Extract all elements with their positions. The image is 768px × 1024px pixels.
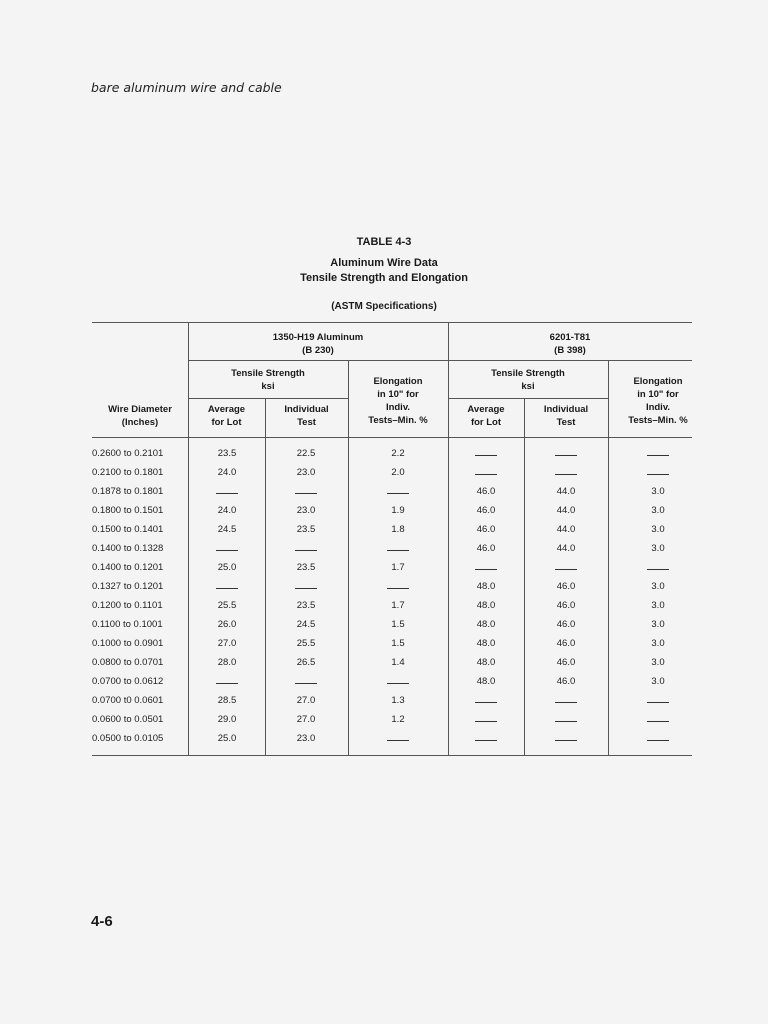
tensile-header-1 (188, 367, 348, 393)
individual-header-1 (265, 403, 348, 429)
elongation-1-cell: 1.3 (391, 695, 405, 706)
elongation-header-1 (348, 375, 448, 427)
wire-diameter-cell: 0.2600 to 0.2101 (92, 448, 164, 459)
avg-lot-1-cell: 25.0 (217, 562, 237, 573)
tensile-sub-rule-1 (188, 398, 348, 399)
individual-label-2: Individual (543, 404, 589, 415)
individual-1-cell: 23.5 (296, 562, 316, 573)
group1-spec: (B 230) (302, 345, 334, 356)
tensile-unit-2: ksi (521, 381, 535, 392)
individual-2-cell: 44.0 (556, 543, 576, 554)
empty-dash (387, 493, 409, 494)
elongation-2-cell: 3.0 (651, 486, 665, 497)
wire-diameter-cell: 0.1400 to 0.1201 (92, 562, 164, 573)
avg-lot-1-cell: 25.0 (217, 733, 237, 744)
elongation-1-cell: 1.5 (391, 619, 405, 630)
table-title-line1: Aluminum Wire Data (330, 257, 438, 269)
avg-lot-2-cell: 46.0 (476, 486, 496, 497)
col-divider-avg2 (524, 398, 525, 755)
avg-lot-2-cell: 48.0 (476, 581, 496, 592)
individual-label-1: Individual (284, 404, 329, 415)
table-title-line2: Tensile Strength and Elongation (300, 272, 468, 284)
header-bottom-rule (92, 437, 692, 438)
empty-dash (555, 721, 577, 722)
elongation-2-cell: 3.0 (651, 543, 665, 554)
page-number: 4-6 (91, 913, 113, 930)
elongation-1-cell: 1.8 (391, 524, 405, 535)
empty-dash (216, 683, 238, 684)
for-lot-label-2: for Lot (470, 417, 502, 428)
empty-dash (555, 474, 577, 475)
empty-dash (475, 455, 497, 456)
empty-dash (555, 455, 577, 456)
table-top-rule (92, 322, 692, 323)
empty-dash (475, 702, 497, 703)
empty-dash (295, 588, 317, 589)
for-lot-label-1: for Lot (211, 417, 242, 428)
individual-header-2 (524, 403, 608, 429)
avg-lot-1-cell: 28.0 (217, 657, 237, 668)
empty-dash (216, 493, 238, 494)
wire-diameter-cell: 0.0600 to 0.0501 (92, 714, 164, 725)
elongation-2-cell: 3.0 (651, 657, 665, 668)
avg-lot-1-cell: 24.0 (217, 505, 237, 516)
wire-diameter-cell: 0.0500 to 0.0105 (92, 733, 164, 744)
col-divider-avg1 (265, 398, 266, 755)
empty-dash (555, 702, 577, 703)
empty-dash (555, 740, 577, 741)
elongation-2-cell: 3.0 (651, 524, 665, 535)
individual-2-cell: 44.0 (556, 486, 576, 497)
average-header-2 (448, 403, 524, 429)
empty-dash (295, 493, 317, 494)
avg-lot-1-cell: 28.5 (217, 695, 237, 706)
empty-dash (216, 588, 238, 589)
table-number: TABLE 4-3 (356, 236, 412, 248)
individual-1-cell: 24.5 (296, 619, 316, 630)
individual-1-cell: 27.0 (296, 695, 316, 706)
empty-dash (475, 740, 497, 741)
tensile-header-2 (448, 367, 608, 393)
individual-1-cell: 27.0 (296, 714, 316, 725)
wire-diameter-cell: 0.1327 to 0.1201 (92, 581, 164, 592)
tensile-unit-1: ksi (261, 381, 275, 392)
group1-name: 1350-H19 Aluminum (272, 332, 364, 343)
wire-diameter-cell: 0.0800 to 0.0701 (92, 657, 164, 668)
avg-lot-1-cell: 23.5 (217, 448, 237, 459)
group2-spec: (B 398) (554, 345, 586, 356)
individual-1-cell: 23.0 (296, 467, 316, 478)
individual-1-cell: 26.5 (296, 657, 316, 668)
avg-lot-2-cell: 48.0 (476, 657, 496, 668)
individual-2-cell: 46.0 (556, 657, 576, 668)
tensile-sub-rule-2 (448, 398, 608, 399)
avg-lot-1-cell: 25.5 (217, 600, 237, 611)
elongation-label-2a: Elongation (633, 376, 683, 387)
tensile-label-1: Tensile Strength (231, 368, 305, 379)
average-label-2: Average (467, 404, 505, 415)
empty-dash (387, 740, 409, 741)
individual-2-cell: 44.0 (556, 524, 576, 535)
empty-dash (647, 474, 669, 475)
elongation-1-cell: 1.7 (391, 600, 405, 611)
empty-dash (216, 550, 238, 551)
running-header: bare aluminum wire and cable (91, 80, 282, 95)
wire-diameter-cell: 0.0700 to 0.0612 (92, 676, 164, 687)
elongation-2-cell: 3.0 (651, 619, 665, 630)
avg-lot-2-cell: 46.0 (476, 524, 496, 535)
avg-lot-1-cell: 26.0 (217, 619, 237, 630)
wire-diameter-label: Wire Diameter (108, 404, 172, 415)
empty-dash (647, 740, 669, 741)
empty-dash (647, 702, 669, 703)
elongation-1-cell: 1.9 (391, 505, 405, 516)
empty-dash (475, 474, 497, 475)
elongation-label-1c: Indiv. (385, 402, 411, 413)
elongation-2-cell: 3.0 (651, 600, 665, 611)
elongation-1-cell: 2.2 (391, 448, 405, 459)
wire-diameter-unit: (Inches) (121, 417, 159, 428)
wire-diameter-cell: 0.0700 t0 0.0601 (92, 695, 164, 706)
average-label-1: Average (207, 404, 246, 415)
wire-diameter-cell: 0.1400 to 0.1328 (92, 543, 164, 554)
elongation-1-cell: 2.0 (391, 467, 405, 478)
average-header-1 (188, 403, 265, 429)
avg-lot-2-cell: 46.0 (476, 505, 496, 516)
wire-diameter-cell: 0.1878 to 0.1801 (92, 486, 164, 497)
wire-diameter-cell: 0.1800 to 0.1501 (92, 505, 164, 516)
elongation-label-2b: in 10" for (637, 389, 679, 400)
avg-lot-2-cell: 48.0 (476, 676, 496, 687)
group2-name: 6201-T81 (549, 332, 591, 343)
empty-dash (647, 721, 669, 722)
empty-dash (555, 569, 577, 570)
elongation-label-1b: in 10" for (377, 389, 419, 400)
elongation-1-cell: 1.5 (391, 638, 405, 649)
avg-lot-1-cell: 24.5 (217, 524, 237, 535)
wire-diameter-cell: 0.1000 to 0.0901 (92, 638, 164, 649)
test-label-1: Test (297, 417, 316, 428)
empty-dash (295, 683, 317, 684)
empty-dash (387, 588, 409, 589)
elongation-2-cell: 3.0 (651, 581, 665, 592)
individual-1-cell: 22.5 (296, 448, 316, 459)
wire-diameter-cell: 0.2100 to 0.1801 (92, 467, 164, 478)
individual-2-cell: 46.0 (556, 619, 576, 630)
wire-diameter-cell: 0.1200 to 0.1101 (92, 600, 163, 611)
individual-2-cell: 46.0 (556, 581, 576, 592)
empty-dash (387, 550, 409, 551)
empty-dash (295, 550, 317, 551)
individual-2-cell: 46.0 (556, 676, 576, 687)
individual-2-cell: 46.0 (556, 600, 576, 611)
avg-lot-2-cell: 48.0 (476, 638, 496, 649)
elongation-1-cell: 1.7 (391, 562, 405, 573)
elongation-label-2c: Indiv. (645, 402, 671, 413)
wire-diameter-cell: 0.1100 to 0.1001 (92, 619, 163, 630)
elongation-2-cell: 3.0 (651, 638, 665, 649)
avg-lot-1-cell: 24.0 (217, 467, 237, 478)
individual-1-cell: 23.0 (296, 505, 316, 516)
wire-diameter-header (92, 403, 188, 429)
individual-2-cell: 44.0 (556, 505, 576, 516)
group2-header (448, 331, 692, 357)
elongation-1-cell: 1.4 (391, 657, 405, 668)
group-divider-rule (188, 360, 692, 361)
empty-dash (475, 569, 497, 570)
individual-1-cell: 23.0 (296, 733, 316, 744)
tensile-label-2: Tensile Strength (491, 368, 565, 379)
elongation-label-1a: Elongation (373, 376, 423, 387)
test-label-2: Test (556, 417, 576, 428)
avg-lot-2-cell: 48.0 (476, 619, 496, 630)
elongation-label-2d: Tests–Min. % (628, 415, 688, 426)
elongation-header-2 (608, 375, 708, 427)
empty-dash (647, 569, 669, 570)
avg-lot-2-cell: 46.0 (476, 543, 496, 554)
elongation-2-cell: 3.0 (651, 505, 665, 516)
empty-dash (475, 721, 497, 722)
empty-dash (647, 455, 669, 456)
table-spec-note: (ASTM Specifications) (331, 301, 437, 312)
individual-1-cell: 23.5 (296, 600, 316, 611)
avg-lot-1-cell: 27.0 (217, 638, 237, 649)
wire-diameter-cell: 0.1500 to 0.1401 (92, 524, 164, 535)
empty-dash (387, 683, 409, 684)
avg-lot-2-cell: 48.0 (476, 600, 496, 611)
individual-1-cell: 23.5 (296, 524, 316, 535)
elongation-1-cell: 1.2 (391, 714, 405, 725)
elongation-2-cell: 3.0 (651, 676, 665, 687)
table-bottom-rule (92, 755, 692, 756)
avg-lot-1-cell: 29.0 (217, 714, 237, 725)
group1-header (188, 331, 448, 357)
individual-2-cell: 46.0 (556, 638, 576, 649)
elongation-label-1d: Tests–Min. % (368, 415, 428, 426)
individual-1-cell: 25.5 (296, 638, 316, 649)
